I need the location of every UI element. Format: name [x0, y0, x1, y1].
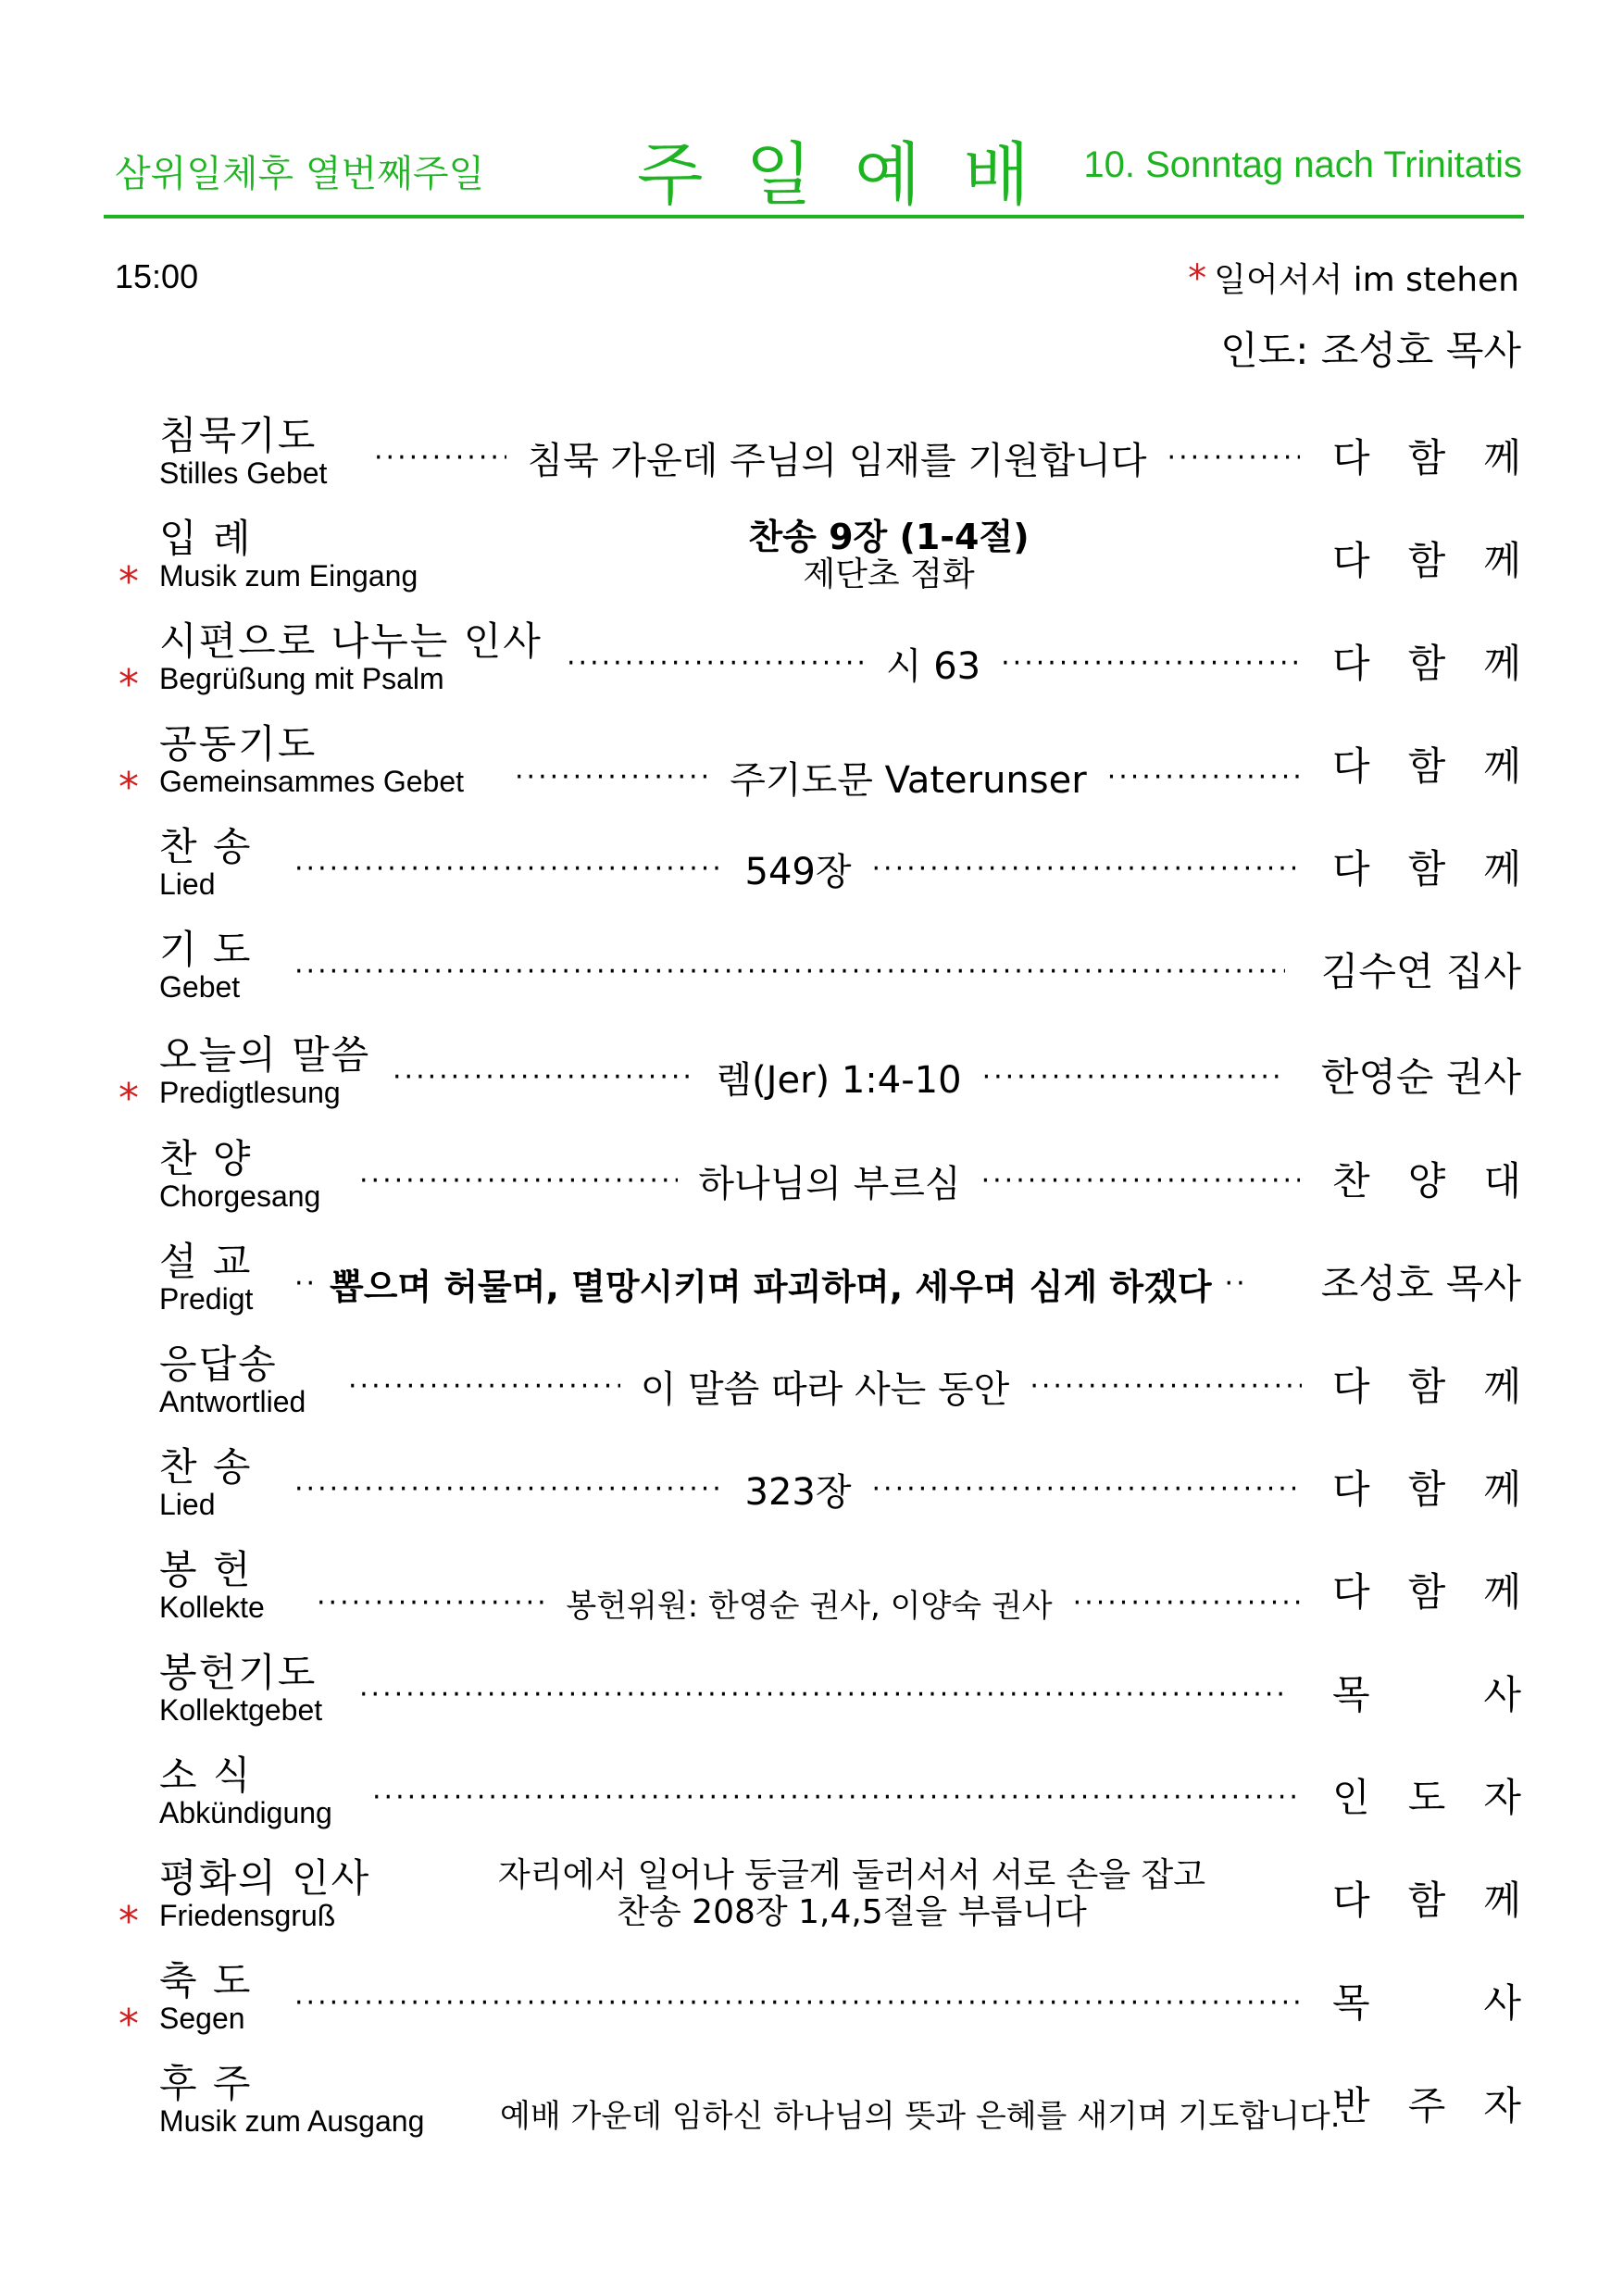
item-title-de: Friedensgruß [159, 1899, 336, 1932]
leader-dots [1225, 1267, 1247, 1300]
who-char: 께 [1483, 1569, 1521, 1615]
item-title [159, 620, 543, 694]
item-content [359, 1153, 1300, 1208]
item-title-de: Predigtlesung [159, 1076, 341, 1109]
who-char: 함 [1407, 1466, 1446, 1512]
item-title [159, 1138, 320, 1212]
who-char: 다 [1332, 538, 1370, 583]
order-row-choir [0, 1138, 1623, 1234]
who-char: 반 [1332, 2083, 1370, 2128]
item-content-text: 시 63 [885, 644, 981, 688]
item-content-line2: 제단초 점화 [803, 555, 975, 593]
item-responsible [1332, 1459, 1521, 1515]
service-leader: 인도: 조성호 목사 [1220, 328, 1521, 373]
item-title [159, 1241, 253, 1315]
who-char: 다 [1332, 1364, 1370, 1409]
leader-dots [294, 1987, 1300, 2019]
who-char: 자 [1483, 2083, 1521, 2128]
item-responsible [1332, 1151, 1521, 1206]
leader-dots [515, 761, 709, 793]
who-char: 인 [1332, 1775, 1370, 1820]
item-title [159, 2063, 424, 2137]
item-responsible [1332, 1767, 1521, 1823]
item-responsible [1332, 530, 1521, 586]
who-char: 자 [1483, 1775, 1521, 1820]
item-title [159, 723, 464, 797]
item-title-ko: 찬 송 [159, 1444, 253, 1490]
who-char: 목 [1332, 1672, 1370, 1717]
item-title-ko: 응답송 [159, 1341, 278, 1387]
who-char: 다 [1332, 1878, 1370, 1923]
asterisk-icon: * [119, 2001, 139, 2048]
who-char: 께 [1483, 846, 1521, 892]
leader-dots [1167, 442, 1300, 474]
item-title-ko: 기 도 [159, 927, 253, 972]
who-char: 함 [1407, 538, 1446, 583]
item-responsible [1332, 1973, 1521, 2028]
item-content [374, 430, 1300, 485]
asterisk-icon: * [119, 661, 139, 708]
item-title [159, 826, 253, 900]
who-char: 께 [1483, 538, 1521, 583]
leader-dots [1073, 1587, 1302, 1619]
item-content [515, 749, 1302, 805]
item-title [159, 1549, 265, 1623]
item-title [159, 929, 253, 1003]
who-char: 다 [1332, 1569, 1370, 1615]
order-row-scripture [0, 1034, 1623, 1130]
item-responsible [1332, 1562, 1521, 1617]
item-content [294, 841, 1302, 896]
page-header [104, 128, 1522, 224]
who-char: 다 [1332, 641, 1370, 686]
leader-dots [872, 853, 1303, 885]
item-title [159, 1034, 370, 1108]
item-title-de: Predigt [159, 1282, 254, 1316]
leader-dots [294, 955, 1285, 988]
item-title-ko: 축 도 [159, 1958, 253, 2003]
who-char: 다 [1332, 743, 1370, 789]
asterisk-icon: * [1188, 257, 1207, 300]
header-right: 10. Sonntag nach Trinitatis [1083, 144, 1522, 185]
leader-dots [372, 1781, 1300, 1814]
item-content-line1: 찬송 9장 (1-4절) [748, 517, 1030, 557]
item-responsible [1332, 1665, 1521, 1720]
service-time: 15:00 [115, 257, 199, 295]
leader-dots [317, 1587, 545, 1619]
stand-note [1188, 254, 1519, 301]
who-char: 께 [1483, 743, 1521, 789]
asterisk-icon: * [119, 1898, 139, 1945]
item-content [567, 635, 1300, 691]
item-title-de: Kollekte [159, 1591, 265, 1624]
item-responsible: 조성호 목사 [1320, 1261, 1521, 1306]
item-title-ko: 봉 헌 [159, 1547, 253, 1592]
item-title-de: Kollektgebet [159, 1693, 323, 1727]
who-char: 함 [1407, 435, 1446, 480]
order-row-peace-greeting [0, 1857, 1623, 1953]
who-char: 다 [1332, 1466, 1370, 1512]
item-title-de: Musik zum Ausgang [159, 2104, 425, 2138]
leader-dots [872, 1473, 1303, 1505]
leader-dots [567, 647, 866, 680]
who-char: 다 [1332, 846, 1370, 892]
who-char: 께 [1483, 1878, 1521, 1923]
who-char: 양 [1407, 1158, 1446, 1204]
item-responsible [1332, 1870, 1521, 1926]
item-content-text: 렘(Jer) 1:4-10 [716, 1058, 962, 1102]
item-content [294, 1255, 1287, 1311]
who-char: 사 [1483, 1980, 1521, 2026]
who-char: 함 [1407, 846, 1446, 892]
item-title [159, 1343, 306, 1417]
leader-dots [981, 1165, 1300, 1197]
item-title-de: Antwortlied [159, 1385, 306, 1418]
who-char: 목 [1332, 1980, 1370, 2026]
item-content-text: 하나님의 부르심 [698, 1162, 961, 1205]
item-title [159, 1960, 253, 2034]
leader-dots [294, 853, 725, 885]
item-responsible [1332, 428, 1521, 483]
item-content-text: 뽑으며 허물며, 멸망시키며 파괴하며, 세우며 심게 하겠다 [330, 1266, 1212, 1307]
leader-dots [1107, 761, 1302, 793]
item-title [159, 1857, 370, 1931]
item-title [159, 1652, 322, 1726]
leader-dots [1001, 647, 1300, 680]
leader-dots [982, 1061, 1285, 1093]
item-title-ko: 봉헌기도 [159, 1650, 318, 1695]
who-char: 께 [1483, 1364, 1521, 1409]
leader-dots [348, 1370, 620, 1403]
item-content [518, 518, 1259, 593]
item-title-de: Gebet [159, 970, 241, 1004]
item-content [294, 1461, 1302, 1516]
item-title-de: Musik zum Eingang [159, 559, 418, 593]
item-responsible [1332, 839, 1521, 894]
item-title-ko: 찬 송 [159, 824, 253, 869]
item-title-ko: 시편으로 나누는 인사 [159, 618, 543, 664]
item-content [294, 1975, 1300, 2030]
item-content [317, 1575, 1302, 1630]
item-content-line1: 자리에서 일어나 둥글게 둘러서서 서로 손을 잡고 [497, 1856, 1206, 1894]
asterisk-icon: * [119, 558, 139, 605]
item-content-text: 323장 [744, 1470, 852, 1514]
item-content-text: 예배 가운데 임하신 하나님의 뜻과 은혜를 새기며 기도합니다. [500, 2097, 1341, 2135]
order-row-common-prayer [0, 723, 1623, 819]
item-content [491, 2085, 1341, 2140]
item-title-de: Segen [159, 2002, 245, 2035]
order-row-hymn-2 [0, 1446, 1623, 1542]
item-title-ko: 오늘의 말씀 [159, 1032, 371, 1078]
who-char: 함 [1407, 641, 1446, 686]
who-char: 께 [1483, 435, 1521, 480]
item-content [294, 943, 1285, 999]
item-title-de: Gemeinsammes Gebet [159, 765, 465, 798]
item-content [359, 1666, 1287, 1722]
item-content [372, 1769, 1300, 1825]
item-responsible [1332, 736, 1521, 792]
item-title [159, 1446, 253, 1520]
item-title-de: Stilles Gebet [159, 456, 328, 490]
item-content-text: 주기도문 Vaterunser [730, 758, 1087, 802]
leader-dots [1030, 1370, 1302, 1403]
item-content [348, 1358, 1302, 1414]
item-title-ko: 침묵기도 [159, 413, 318, 458]
order-row-sermon [0, 1241, 1623, 1337]
leader-dots [359, 1165, 678, 1197]
order-row-benediction [0, 1960, 1623, 2056]
who-char: 찬 [1332, 1158, 1370, 1204]
item-title [159, 415, 327, 489]
item-responsible: 김수연 집사 [1320, 949, 1521, 994]
leader-dots [294, 1473, 725, 1505]
item-responsible: 한영순 권사 [1320, 1054, 1521, 1100]
order-row-hymn-1 [0, 826, 1623, 922]
order-row-announcements [0, 1754, 1623, 1851]
item-responsible [1332, 2076, 1521, 2131]
header-rule [104, 215, 1524, 218]
leader-dots [393, 1061, 695, 1093]
order-row-offering-prayer [0, 1652, 1623, 1748]
who-char: 주 [1407, 2083, 1446, 2128]
item-title-de: Chorgesang [159, 1179, 321, 1213]
item-responsible [1332, 633, 1521, 689]
item-title-ko: 찬 양 [159, 1136, 253, 1181]
asterisk-icon: * [119, 1075, 139, 1122]
item-title [159, 1754, 332, 1828]
item-title-ko: 평화의 인사 [159, 1855, 371, 1901]
page-title: 주일예배 [637, 135, 1072, 215]
item-title-de: Lied [159, 1488, 216, 1521]
who-char: 도 [1407, 1775, 1446, 1820]
item-title-de: Abkündigung [159, 1796, 332, 1829]
leader-dots [359, 1678, 1287, 1711]
who-char: 사 [1483, 1672, 1521, 1717]
order-row-silent-prayer [0, 415, 1623, 511]
item-title [159, 518, 418, 592]
leader-dots [294, 1267, 317, 1300]
who-char: 함 [1407, 743, 1446, 789]
asterisk-icon: * [119, 764, 139, 811]
who-char: 대 [1483, 1158, 1521, 1204]
who-char: 함 [1407, 1364, 1446, 1409]
item-title-de: Begrüßung mit Psalm [159, 662, 444, 695]
item-content [472, 1857, 1231, 1931]
order-row-prayer [0, 929, 1623, 1025]
order-row-psalm-greeting [0, 620, 1623, 717]
stand-note-text: 일어서서 im stehen [1214, 261, 1519, 299]
item-content [393, 1049, 1285, 1104]
header-left: 삼위일체후 열번째주일 [115, 153, 485, 195]
leader-dots [374, 442, 506, 474]
item-content-text: 침묵 가운데 주님의 임재를 기원합니다 [527, 439, 1147, 482]
who-char: 께 [1483, 641, 1521, 686]
who-char: 함 [1407, 1569, 1446, 1615]
who-char: 함 [1407, 1878, 1446, 1923]
order-row-offering [0, 1549, 1623, 1645]
order-row-response [0, 1343, 1623, 1440]
item-content-line2: 찬송 208장 1,4,5절을 부릅니다 [617, 1893, 1087, 1931]
item-title-ko: 설 교 [159, 1239, 253, 1284]
item-responsible [1332, 1356, 1521, 1412]
item-content-text: 549장 [744, 850, 852, 893]
order-row-entrance [0, 518, 1623, 614]
who-char: 다 [1332, 435, 1370, 480]
item-title-de: Lied [159, 867, 216, 901]
item-title-ko: 입 례 [159, 516, 253, 561]
item-title-ko: 소 식 [159, 1753, 253, 1798]
who-char: 께 [1483, 1466, 1521, 1512]
item-content-text: 봉헌위원: 한영순 권사, 이양숙 권사 [566, 1587, 1053, 1625]
item-title-ko: 공동기도 [159, 721, 318, 767]
order-row-postlude [0, 2063, 1623, 2159]
item-title-ko: 후 주 [159, 2061, 253, 2106]
item-content-text: 이 말씀 따라 사는 동안 [640, 1367, 1010, 1411]
